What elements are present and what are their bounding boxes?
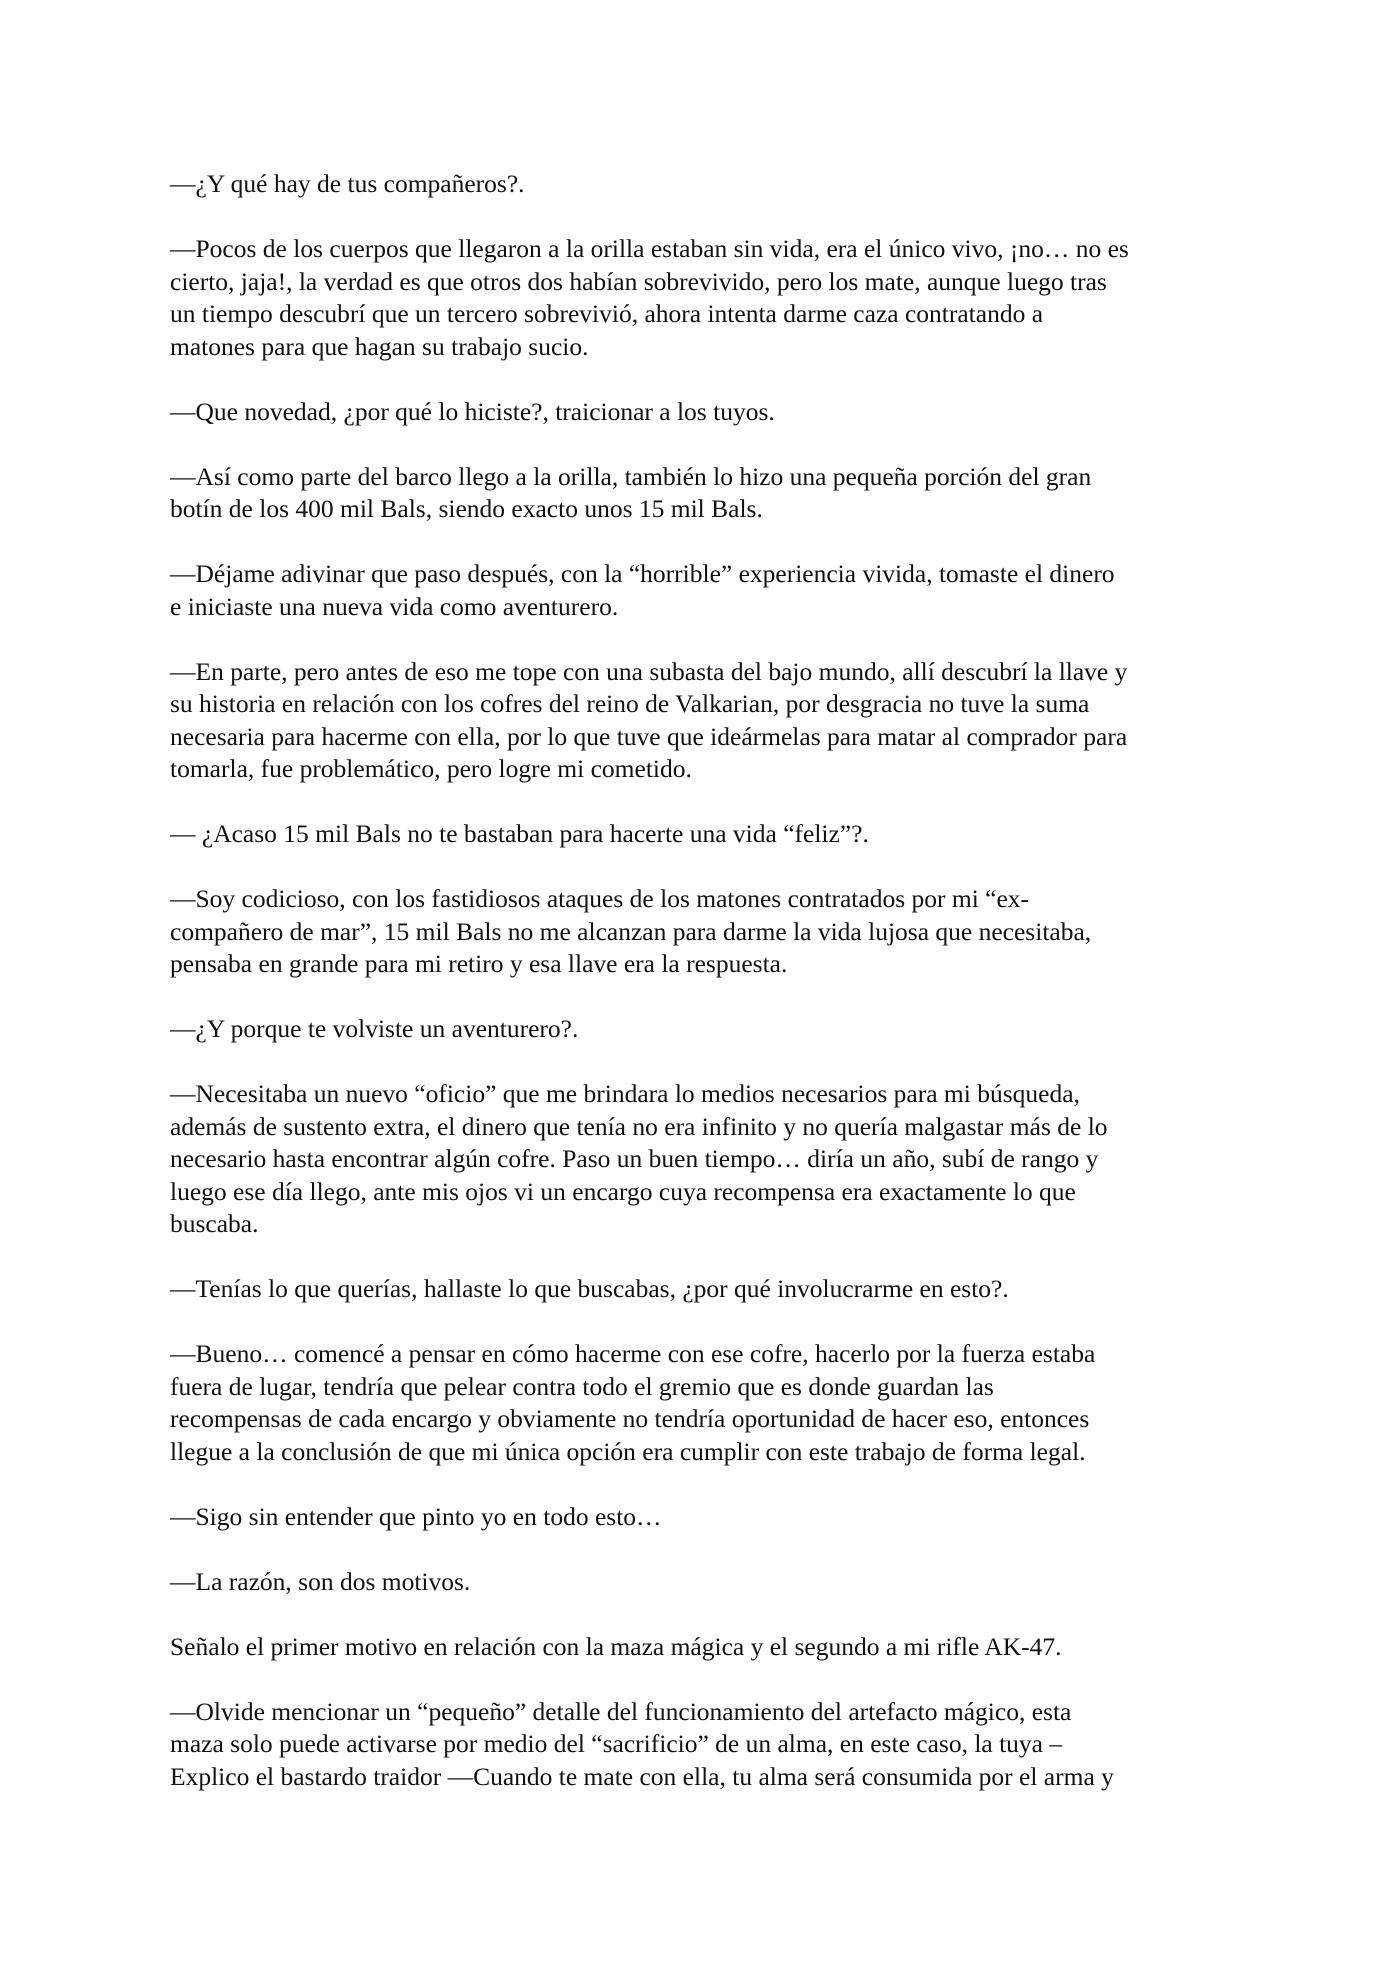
paragraph-9 — [170, 1013, 1240, 1046]
text-line: —En parte, pero antes de eso me tope con una subasta del bajo mundo, allí descubrí la llave y — [170, 656, 1128, 686]
paragraph-4 — [170, 461, 1240, 526]
text-line: pensaba en grande para mi retiro y esa llave era la respuesta. — [170, 949, 788, 978]
text-line: matones para que hagan su trabajo sucio. — [170, 331, 589, 361]
text-line: su historia en relación con los cofres del reino de Valkarian, por desgracia no tuve la suma — [170, 689, 1090, 718]
text-line: —¿Y qué hay de tus compañeros?. — [170, 169, 525, 198]
text-line: además de sustento extra, el dinero que tenía no era infinito y no quería malgastar más de lo — [170, 1111, 1108, 1141]
paragraph-10 — [170, 1078, 1240, 1241]
text-line: —Tenías lo que querías, hallaste lo que buscabas, ¿por qué involucrarme en esto?. — [170, 1274, 1009, 1303]
paragraph-15 — [170, 1631, 1240, 1664]
text-line: —Soy codicioso, con los fastidiosos ataques de los matones contratados por mi “ex- — [170, 884, 1030, 913]
text-line: Señalo el primer motivo en relación con la maza mágica y el segundo a mi rifle AK-47. — [170, 1631, 1062, 1661]
text-line: —¿Y porque te volviste un aventurero?. — [170, 1014, 579, 1043]
document-body — [170, 168, 1240, 1826]
paragraph-14 — [170, 1566, 1240, 1599]
paragraph-11 — [170, 1273, 1240, 1306]
text-line: —Sigo sin entender que pinto yo en todo esto… — [170, 1501, 662, 1531]
text-line: —La razón, son dos motivos. — [170, 1566, 471, 1596]
text-line: — ¿Acaso 15 mil Bals no te bastaban para hacerte una vida “feliz”?. — [170, 819, 869, 848]
text-line: e iniciaste una nueva vida como aventurero. — [170, 591, 619, 621]
paragraph-6 — [170, 656, 1240, 786]
paragraph-3 — [170, 396, 1240, 429]
text-line: necesario hasta encontrar algún cofre. Paso un buen tiempo… diría un año, subí de rango y — [170, 1144, 1099, 1173]
text-line: compañero de mar”, 15 mil Bals no me alcanzan para darme la vida lujosa que necesitaba, — [170, 916, 1092, 946]
paragraph-1 — [170, 168, 1240, 201]
text-line: buscaba. — [170, 1209, 259, 1238]
paragraph-5 — [170, 558, 1240, 623]
text-line: —Olvide mencionar un “pequeño” detalle del funcionamiento del artefacto mágico, esta — [170, 1696, 1072, 1726]
text-line: necesaria para hacerme con ella, por lo que tuve que ideármelas para matar al comprador para — [170, 721, 1128, 751]
text-line: tomarla, fue problemático, pero logre mi cometido. — [170, 754, 692, 783]
text-line: maza solo puede activarse por medio del “sacrificio” de un alma, en este caso, la tuya – — [170, 1729, 1063, 1758]
text-line: —Bueno… comencé a pensar en cómo hacerme con ese cofre, hacerlo por la fuerza estaba — [170, 1339, 1096, 1368]
text-line: Explico el bastardo traidor —Cuando te mate con ella, tu alma será consumida por el arma y — [170, 1761, 1114, 1791]
text-line: fuera de lugar, tendría que pelear contra todo el gremio que es donde guardan las — [170, 1371, 994, 1401]
text-line: luego ese día llego, ante mis ojos vi un encargo cuya recompensa era exactamente lo que — [170, 1176, 1076, 1206]
text-line: cierto, jaja!, la verdad es que otros dos habían sobrevivido, pero los mate, aunque luego tras — [170, 266, 1107, 296]
paragraph-13 — [170, 1501, 1240, 1534]
text-line: botín de los 400 mil Bals, siendo exacto unos 15 mil Bals. — [170, 494, 763, 523]
paragraph-7 — [170, 818, 1240, 851]
text-line: —Necesitaba un nuevo “oficio” que me brindara lo medios necesarios para mi búsqueda, — [170, 1079, 1080, 1108]
text-line: un tiempo descubrí que un tercero sobrevivió, ahora intenta darme caza contratando a — [170, 299, 1044, 328]
text-line: recompensas de cada encargo y obviamente no tendría oportunidad de hacer eso, entonces — [170, 1404, 1090, 1433]
paragraph-12 — [170, 1338, 1240, 1468]
text-line: llegue a la conclusión de que mi única opción era cumplir con este trabajo de forma legal. — [170, 1436, 1086, 1466]
paragraph-16 — [170, 1696, 1240, 1794]
text-line: —Déjame adivinar que paso después, con la “horrible” experiencia vivida, tomaste el dinero — [170, 559, 1115, 588]
paragraph-2 — [170, 233, 1240, 363]
text-line: —Pocos de los cuerpos que llegaron a la orilla estaban sin vida, era el único vivo, ¡no… no es — [170, 234, 1129, 263]
text-line: —Así como parte del barco llego a la orilla, también lo hizo una pequeña porción del gran — [170, 461, 1092, 491]
paragraph-8 — [170, 883, 1240, 981]
text-line: —Que novedad, ¿por qué lo hiciste?, traicionar a los tuyos. — [170, 396, 775, 426]
